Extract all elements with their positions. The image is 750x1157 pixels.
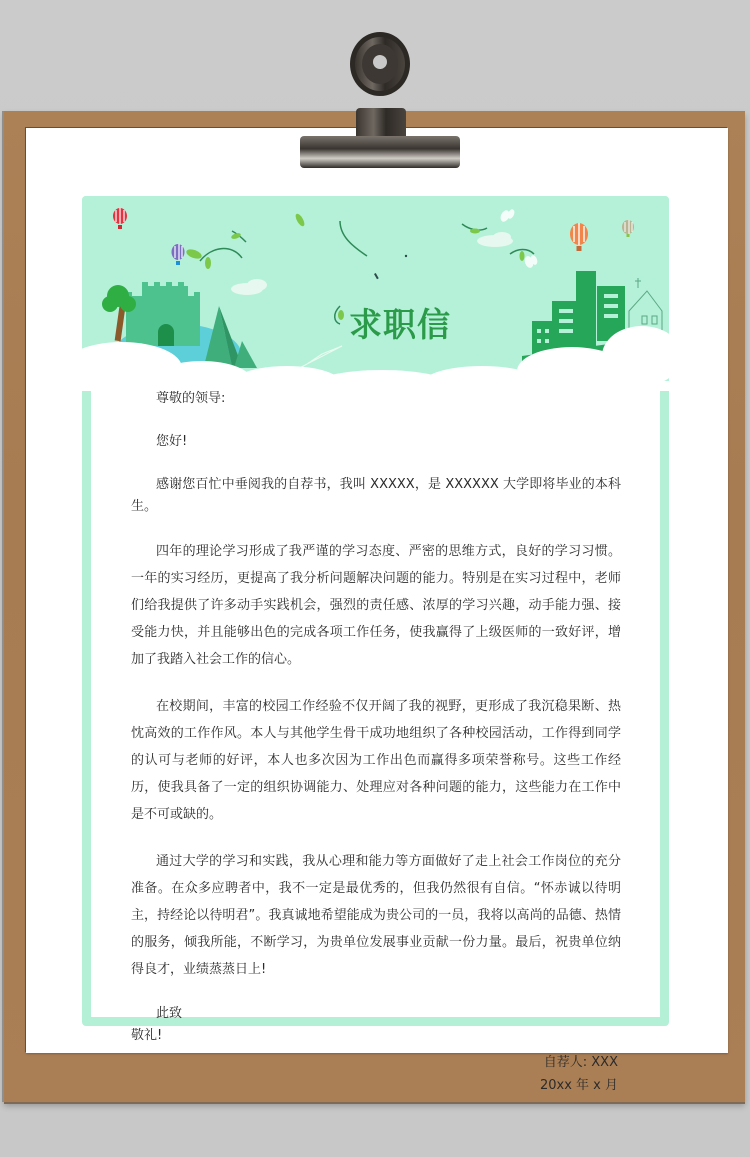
binder-clip-icon <box>296 24 462 172</box>
date: 20xx 年 x 月 <box>539 1078 618 1093</box>
castle-icon <box>126 282 200 346</box>
hot-air-balloon-icon <box>172 244 185 265</box>
page-title: 求职信 <box>349 305 451 344</box>
hot-air-balloon-icon <box>113 208 127 229</box>
signature: 自荐人: XXX <box>543 1055 618 1070</box>
paragraph-1: 感谢您百忙中垂阅我的自荐书，我叫 XXXXX，是 XXXXXX 大学即将毕业的本科生。 <box>131 477 621 514</box>
bird-icon <box>374 255 407 279</box>
pyramid-icon <box>204 306 257 368</box>
hot-air-balloon-icon <box>622 220 634 237</box>
closing-1: 此致 <box>156 1006 183 1021</box>
greeting: 您好! <box>156 434 188 449</box>
paragraph-4: 通过大学的学习和实践，我从心理和能力等方面做好了走上社会工作岗位的充分准备。在众多应聘者中，我不一定是最优秀的，但我仍然很有自信。“怀赤诚以待明主，持经论以待明君”。我真诚地希望能成为贵公司的一员，我将以高尚的品德、热情的服务，倾我所能，不断学习，为贵单位发展事业贡献一份力量。最后，祝贵单位纳得良才，业绩蒸蒸日上! <box>131 854 621 977</box>
paragraph-2: 四年的理论学习形成了我严谨的学习态度、严密的思维方式，良好的学习习惯。一年的实习经历，更提高了我分析问题解决问题的能力。特别是在实习过程中，老师们给我提供了许多动手实践机会，强烈的责任感、浓厚的学习兴趣，动手能力强、接受能力快，并且能够出色的完成各项工作任务，使我赢得了上级医师的一致好评，增加了我踏入社会工作的信心。 <box>131 544 621 667</box>
header-banner <box>82 196 669 391</box>
closing-2: 敬礼! <box>131 1028 163 1043</box>
hot-air-balloon-icon <box>570 223 588 251</box>
paragraph-3: 在校期间，丰富的校园工作经验不仅开阔了我的视野，更形成了我沉稳果断、热忱高效的工作作风。本人与其他学生骨干成功地组织了各种校园活动，工作得到同学的认可与老师的好评，本人也多次因为工作出色而赢得多项荣誉称号。这些工作经历，使我具备了一定的组织协调能力、处理应对各种问题的能力，这些能力在工作中是不可或缺的。 <box>131 699 621 822</box>
salutation: 尊敬的领导: <box>156 391 226 406</box>
letter-body <box>131 388 621 1097</box>
cloud-icon <box>231 232 513 295</box>
